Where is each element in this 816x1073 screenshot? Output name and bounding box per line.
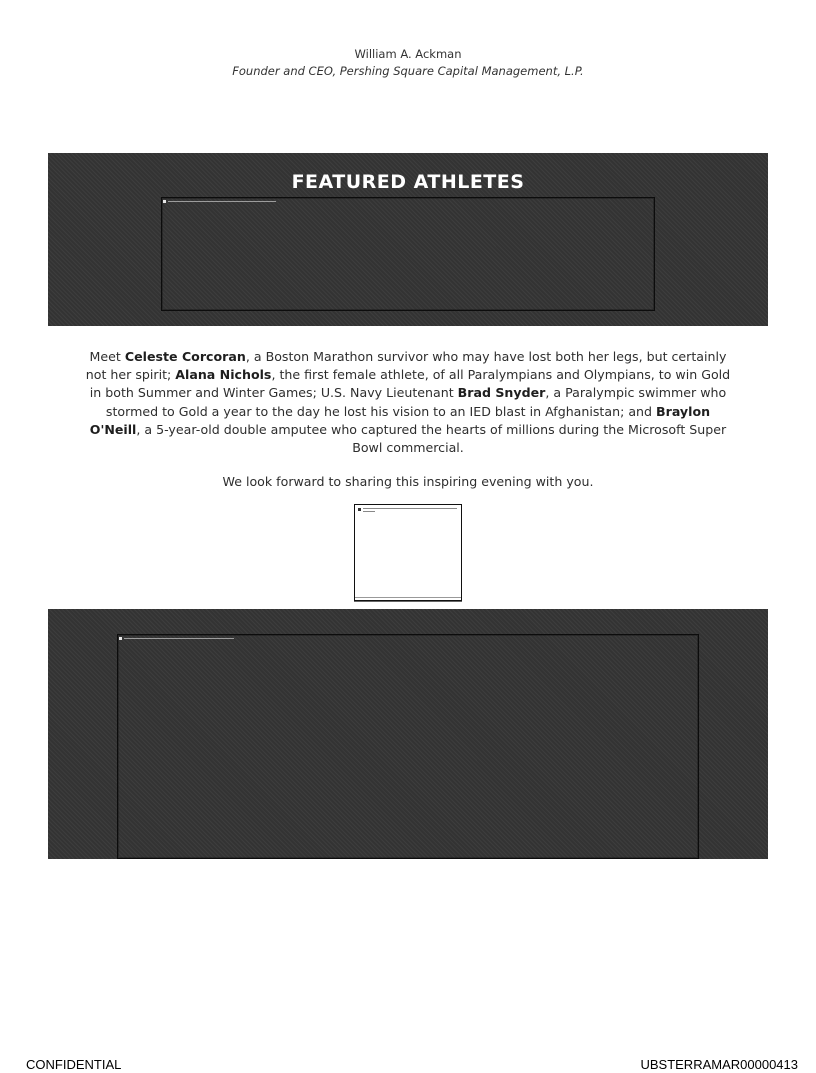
text-segment: , a Paralympic swimmer who stormed to Gold a year to the day he lost his vision to an IED blast in Afghanistan; and bbox=[105, 385, 727, 419]
image-marker bbox=[163, 200, 166, 203]
image-marker bbox=[119, 637, 122, 640]
athlete-name-brad: Brad Snyder bbox=[457, 385, 546, 401]
athletes-paragraph bbox=[80, 348, 736, 457]
text-segment: , the first female athlete, of all Paralympians and Olympians, to win Gold in both Summer and Winter Games; U.S. Navy Lieutenant bbox=[89, 367, 731, 401]
image-caption-scribble bbox=[168, 201, 276, 202]
featured-athletes-title: FEATURED ATHLETES bbox=[291, 171, 525, 193]
text-segment: , a 5-year-old double amputee who captured the hearts of millions during the Microsoft Super Bowl commercial. bbox=[136, 421, 727, 456]
featured-image-placeholder bbox=[161, 197, 655, 311]
signature-block bbox=[0, 46, 816, 80]
text-segment: Meet bbox=[89, 349, 125, 364]
signature-name: William A. Ackman bbox=[354, 47, 462, 61]
image-caption-scribble bbox=[363, 508, 457, 509]
athlete-name-alana: Alana Nichols bbox=[175, 367, 272, 383]
image-marker bbox=[358, 508, 361, 511]
small-image-placeholder bbox=[354, 504, 462, 601]
bottom-image-placeholder bbox=[117, 634, 699, 859]
text-segment: , a Boston Marathon survivor who may have lost both her legs, but certainly not her spirit; bbox=[85, 349, 727, 383]
bates-number: UBSTERRAMAR00000413 bbox=[640, 1057, 798, 1072]
bottom-banner bbox=[48, 609, 768, 859]
closing-line: We look forward to sharing this inspiring evening with you. bbox=[222, 474, 594, 489]
athlete-name-celeste: Celeste Corcoran bbox=[124, 349, 246, 364]
confidential-label: CONFIDENTIAL bbox=[26, 1057, 122, 1072]
athlete-name-braylon: Braylon O'Neill bbox=[89, 403, 711, 437]
signature-role: Founder and CEO, Pershing Square Capital Management, L.P. bbox=[232, 64, 584, 78]
image-bottom-rule bbox=[355, 597, 461, 598]
image-caption-scribble bbox=[124, 638, 234, 639]
image-caption-scribble bbox=[363, 511, 375, 512]
featured-athletes-banner bbox=[48, 153, 768, 326]
